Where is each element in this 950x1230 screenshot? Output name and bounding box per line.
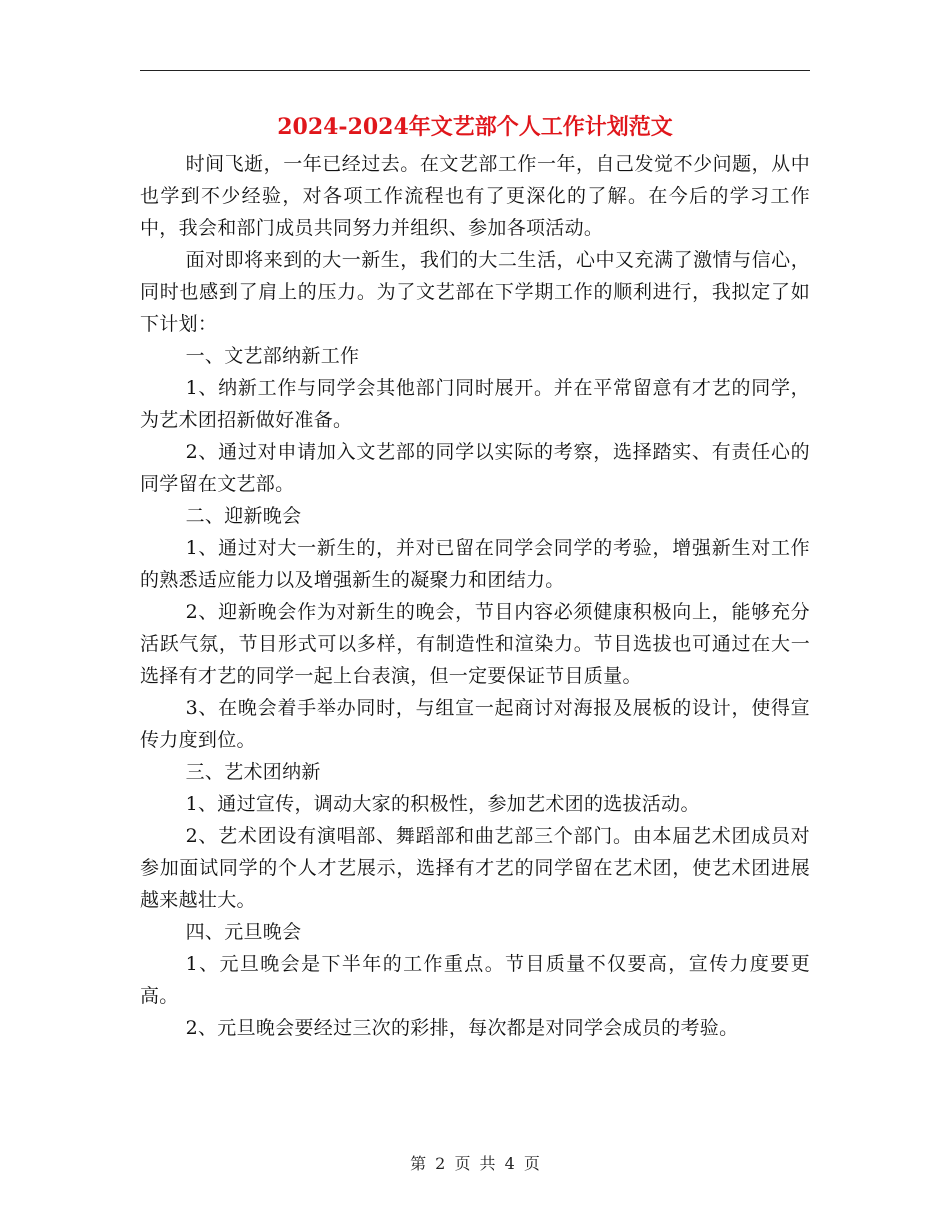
- document-body: [140, 148, 810, 1044]
- header-rule: [140, 70, 810, 71]
- paragraph-item: 2、艺术团设有演唱部、舞蹈部和曲艺部三个部门。由本届艺术团成员对参加面试同学的个人才艺展示，选择有才艺的同学留在艺术团，使艺术团进展越来越壮大。: [140, 825, 810, 911]
- paragraph-item: 1、通过宣传，调动大家的积极性，参加艺术团的选拔活动。: [185, 793, 700, 815]
- section-heading-recruitment: 一、文艺部纳新工作: [185, 345, 360, 367]
- paragraph-item: 2、迎新晚会作为对新生的晚会，节目内容必须健康积极向上，能够充分活跃气氛，节目形式可以多样，有制造性和渲染力。节目选拔也可通过在大一选择有才艺的同学一起上台表演，但一定要保证节目质量。: [140, 601, 810, 687]
- paragraph-item: 1、纳新工作与同学会其他部门同时展开。并在平常留意有才艺的同学，为艺术团招新做好准备。: [140, 377, 810, 431]
- page-number: 第 2 页 共 4 页: [410, 1154, 540, 1173]
- paragraph-intro: 时间飞逝，一年已经过去。在文艺部工作一年，自己发觉不少问题，从中也学到不少经验，对各项工作流程也有了更深化的了解。在今后的学习工作中，我会和部门成员共同努力并组织、参加各项活动。: [140, 153, 810, 239]
- paragraph-item: 2、元旦晚会要经过三次的彩排，每次都是对同学会成员的考验。: [185, 1017, 739, 1039]
- paragraph-item: 2、通过对申请加入文艺部的同学以实际的考察，选择踏实、有责任心的同学留在文艺部。: [140, 441, 810, 495]
- section-heading-new-year-party: 四、元旦晚会: [185, 921, 302, 943]
- paragraph-item: 1、元旦晚会是下半年的工作重点。节目质量不仅要高，宣传力度要更高。: [140, 953, 810, 1007]
- document-title: 2024-2024年文艺部个人工作计划范文: [277, 114, 673, 140]
- section-heading-welcome-party: 二、迎新晚会: [185, 505, 302, 527]
- paragraph-item: 1、通过对大一新生的，并对已留在同学会同学的考验，增强新生对工作的熟悉适应能力以及增强新生的凝聚力和团结力。: [140, 537, 810, 591]
- paragraph-item: 3、在晚会着手举办同时，与组宣一起商讨对海报及展板的设计，使得宣传力度到位。: [140, 697, 810, 751]
- paragraph-context: 面对即将来到的大一新生，我们的大二生活，心中又充满了激情与信心，同时也感到了肩上的压力。为了文艺部在下学期工作的顺利进行，我拟定了如下计划：: [140, 249, 810, 335]
- section-heading-art-troupe: 三、艺术团纳新: [185, 761, 321, 783]
